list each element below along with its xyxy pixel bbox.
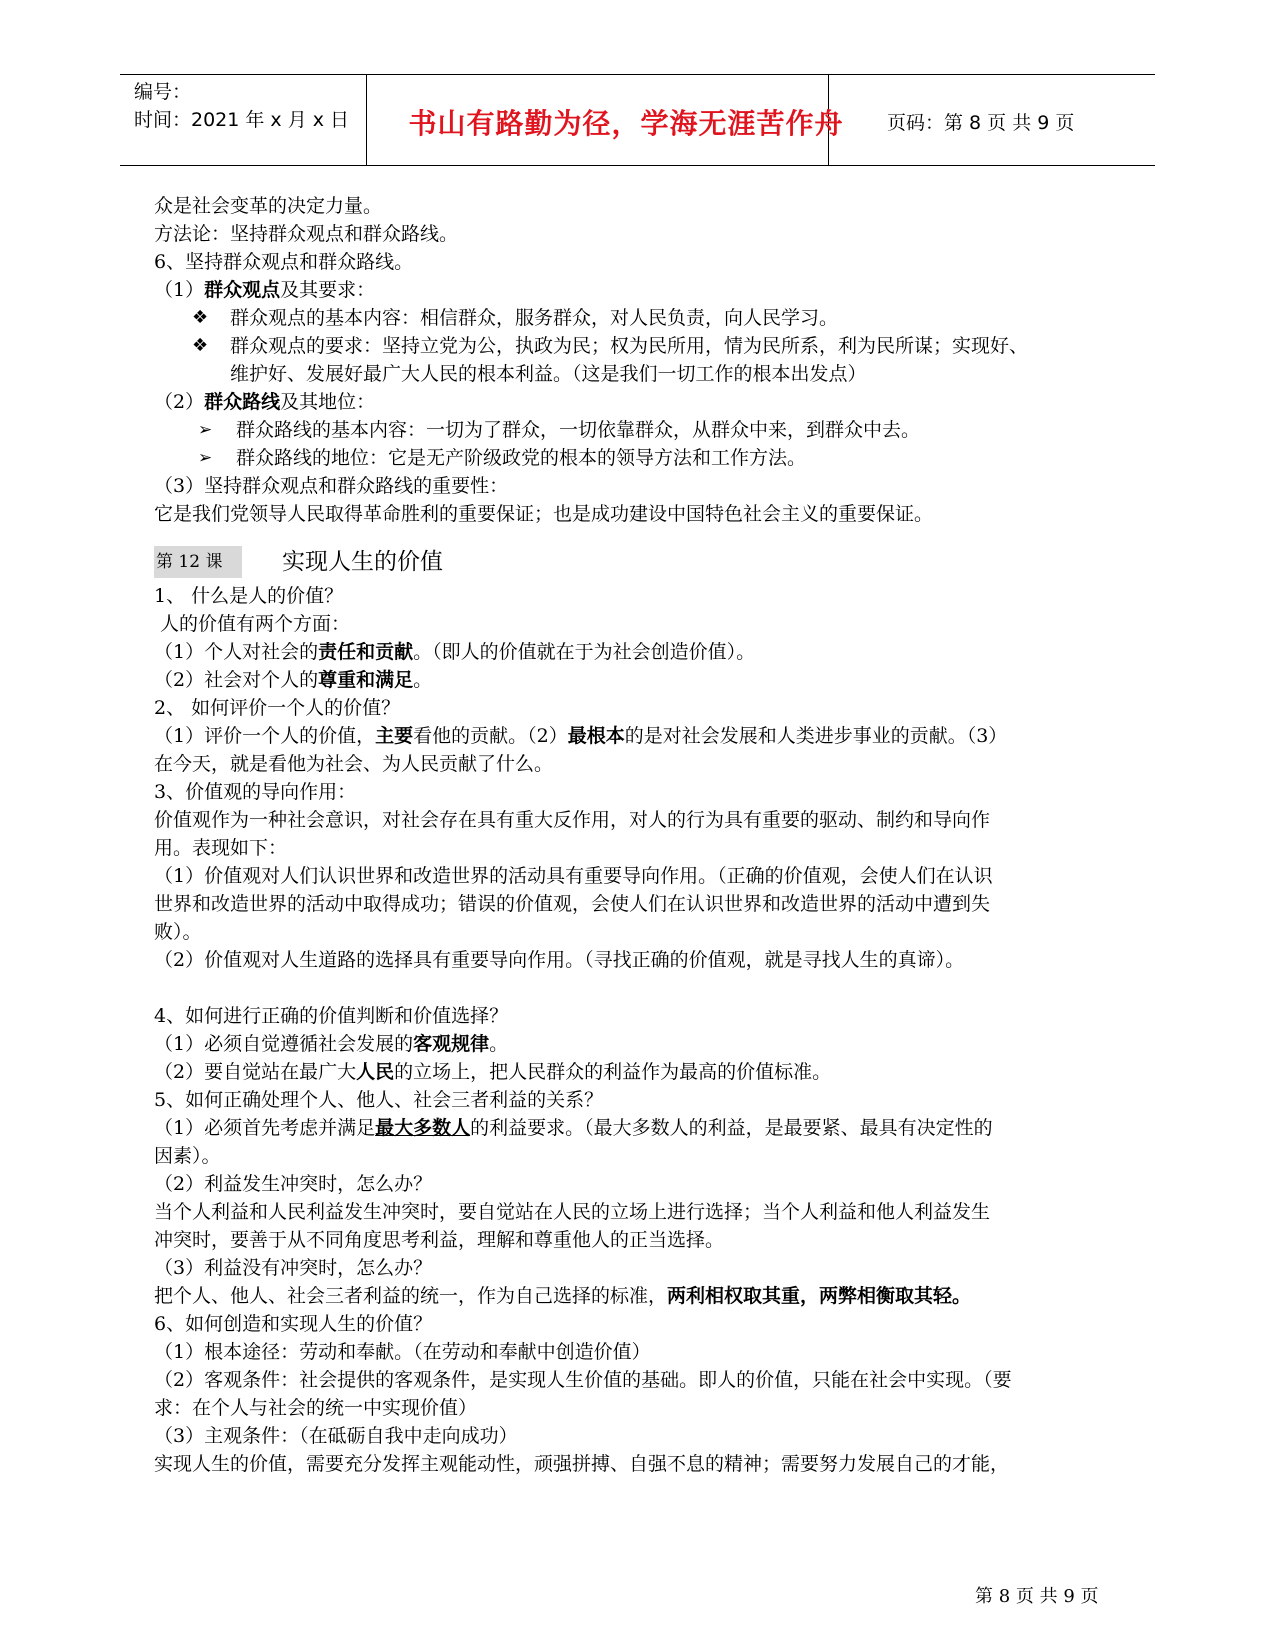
lesson-tag: 第 12 课 [154, 546, 242, 578]
text-line: （2）群众路线及其地位： [154, 391, 376, 413]
text-line: （2）客观条件：社会提供的客观条件，是实现人生价值的基础。即人的价值，只能在社会中实现。（要 [154, 1369, 1012, 1391]
bullet-item: ❖ 群众观点的基本内容：相信群众，服务群众，对人民负责，向人民学习。 [154, 304, 1144, 332]
question-heading: 4、如何进行正确的价值判断和价值选择？ [154, 1005, 509, 1027]
text-line: （3）利益没有冲突时，怎么办？ [154, 1257, 433, 1279]
header-top-rule [120, 74, 1155, 75]
question-heading: 5、如何正确处理个人、他人、社会三者利益的关系？ [154, 1089, 604, 1111]
lesson-heading [154, 542, 1144, 582]
diamond-bullet-icon: ❖ [192, 335, 209, 356]
question-heading: 2、 如何评价一个人的价值？ [154, 697, 401, 719]
text-line: （1）群众观点及其要求： [154, 279, 376, 301]
text-line: 因素）。 [154, 1145, 221, 1167]
text-line: （1）个人对社会的责任和贡献。（即人的价值就在于为社会创造价值）。 [154, 641, 756, 663]
text-line: （3）主观条件：（在砥砺自我中走向成功） [154, 1425, 518, 1447]
text-line: 众是社会变革的决定力量。 [154, 195, 383, 217]
text-line: （1）评价一个人的价值，主要看他的贡献。（2）最根本的是对社会发展和人类进步事业的贡献。（3） [154, 725, 1008, 747]
text-line: （2）要自觉站在最广大人民的立场上，把人民群众的利益作为最高的价值标准。 [154, 1061, 832, 1083]
text-line: （2）利益发生冲突时，怎么办？ [154, 1173, 433, 1195]
text-line: 败）。 [154, 921, 202, 943]
header-bottom-rule [120, 165, 1155, 166]
text-line: 求：在个人与社会的统一中实现价值） [154, 1397, 478, 1419]
bullet-item: ➢ 群众路线的地位：它是无产阶级政党的根本的领导方法和工作方法。 [154, 444, 1144, 472]
text-line: （1）必须首先考虑并满足最大多数人的利益要求。（最大多数人的利益，是最要紧、最具有决定性的 [154, 1117, 993, 1139]
text-line: 冲突时，要善于从不同角度思考利益，理解和尊重他人的正当选择。 [154, 1229, 725, 1251]
text-line: 它是我们党领导人民取得革命胜利的重要保证；也是成功建设中国特色社会主义的重要保证。 [154, 503, 934, 525]
text-line: （1）价值观对人们认识世界和改造世界的活动具有重要导向作用。（正确的价值观，会使人们在认识 [154, 865, 993, 887]
document-body [154, 192, 1144, 1478]
text-line: 实现人生的价值，需要充分发挥主观能动性，顽强拼搏、自强不息的精神；需要努力发展自己的才能， [154, 1453, 1010, 1475]
text-line: 世界和改造世界的活动中取得成功；错误的价值观，会使人们在认识世界和改造世界的活动中遭到失 [154, 893, 991, 915]
question-heading: 6、如何创造和实现人生的价值？ [154, 1313, 433, 1335]
bullet-item: ➢ 群众路线的基本内容：一切为了群众，一切依靠群众，从群众中来，到群众中去。 [154, 416, 1144, 444]
arrow-bullet-icon: ➢ [198, 420, 213, 440]
code-label: 编号： [134, 81, 192, 103]
text-line: 方法论：坚持群众观点和群众路线。 [154, 223, 459, 245]
text-line: 价值观作为一种社会意识，对社会存在具有重大反作用，对人的行为具有重要的驱动、制约和导向作 [154, 809, 991, 831]
page-code: 页码：第 8 页 共 9 页 [887, 112, 1075, 134]
motto: 书山有路勤为径，学海无涯苦作舟 [408, 107, 844, 140]
bullet-item-continued: 维护好、发展好最广大人民的根本利益。（这是我们一切工作的根本出发点） [230, 363, 867, 385]
bullet-item: ❖ 群众观点的要求：坚持立党为公，执政为民；权为民所用，情为民所系，利为民所谋；实现好、 [154, 332, 1144, 360]
page-footer: 第 8 页 共 9 页 [975, 1586, 1099, 1607]
header-left [134, 78, 349, 134]
time-label: 时间：2021 年 x 月 x 日 [134, 109, 350, 131]
text-line: （2）社会对个人的尊重和满足。 [154, 669, 433, 691]
text-line: 用。表现如下： [154, 837, 288, 859]
text-line: 当个人利益和人民利益发生冲突时，要自觉站在人民的立场上进行选择；当个人利益和他人利益发生 [154, 1201, 991, 1223]
question-heading: 1、 什么是人的价值？ [154, 585, 344, 607]
text-line: （3）坚持群众观点和群众路线的重要性： [154, 475, 509, 497]
question-heading: 3、价值观的导向作用： [154, 781, 357, 803]
text-line: 在今天，就是看他为社会、为人民贡献了什么。 [154, 753, 554, 775]
text-line: （1）根本途径：劳动和奉献。（在劳动和奉献中创造价值） [154, 1341, 651, 1363]
header-divider-left [366, 74, 367, 166]
lesson-title: 实现人生的价值 [282, 549, 443, 575]
text-line: 人的价值有两个方面： [160, 613, 351, 635]
arrow-bullet-icon: ➢ [198, 448, 213, 468]
text-line: （1）必须自觉遵循社会发展的客观规律。 [154, 1033, 509, 1055]
text-line: （2）价值观对人生道路的选择具有重要导向作用。（寻找正确的价值观，就是寻找人生的真谛）。 [154, 949, 965, 971]
diamond-bullet-icon: ❖ [192, 307, 209, 328]
text-line: 把个人、他人、社会三者利益的统一，作为自己选择的标准，两利相权取其重，两弊相衡取其轻。 [154, 1285, 972, 1307]
text-line: 6、坚持群众观点和群众路线。 [154, 251, 414, 273]
